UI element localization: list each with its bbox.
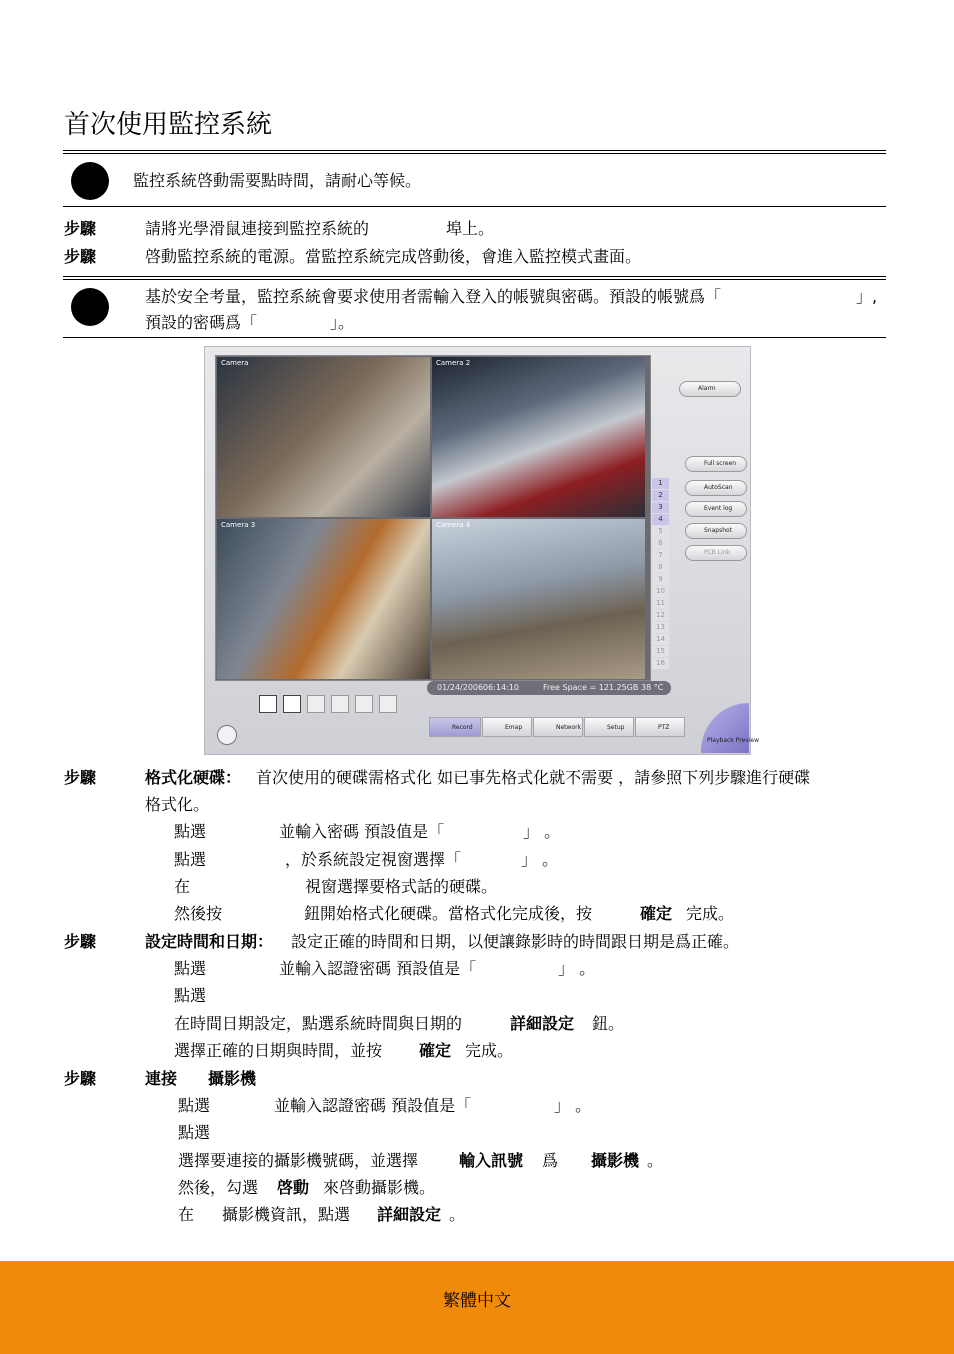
channel-button[interactable]: 11 [652,598,669,609]
layout-buttons [257,695,397,713]
step-text: 請將光學滑鼠連接到監控系統的 [145,219,370,238]
status-free-space: Free Space = 121.25GB [543,683,639,692]
step-text: 設定正確的時間和日期，以便讓錄影時的時間跟日期是爲正確。 [291,932,740,951]
substep-text: 鈕開始格式化硬碟。當格式化完成後，按 [304,904,593,923]
layout-16-icon[interactable] [331,695,349,713]
substep-text: 選擇要連接的攝影機號碼，並選擇 [178,1151,419,1170]
substep-text: 並輸入認證密碼 預設值是「 [279,959,477,978]
substep-text: 爲 [542,1151,559,1170]
substep-text: 選擇正確的日期與時間，並按 [174,1041,383,1060]
camera-view-1 [217,357,430,517]
full-screen-button[interactable]: Full screen [685,456,747,472]
substep-text: 」 。 [554,1096,592,1115]
divider [63,150,886,151]
substep-text: 並輸入認證密碼 預設值是「 [274,1096,472,1115]
channel-button[interactable]: 13 [652,622,669,633]
substep-bold: 詳細設定 [510,1014,575,1033]
substep-text: 點選 [174,959,207,978]
substep-text: 然後，勾選 [178,1178,259,1197]
step-text: 首次使用的硬碟需格式化 如已事先格式化就不需要 ，請參照下列步驟進行硬碟 [256,768,811,787]
substep-text: 然後按 [174,904,223,923]
substep-text: 來啓動攝影機。 [323,1178,436,1197]
layout-custom-icon[interactable] [379,695,397,713]
substep-bold: 確定 [640,904,673,923]
step-label: 步驟 [64,219,97,238]
substep-text: 」 。 [521,850,559,869]
substep-text: 。 [449,1205,466,1224]
note-text: 預設的密碼爲「 [145,313,258,332]
substep-bold: 輸入訊號 [459,1151,524,1170]
camera-label: Camera 2 [436,359,471,367]
channel-button[interactable]: 6 [652,538,669,549]
step-heading: 連接 [145,1069,178,1088]
substep-text: 在 [174,877,191,896]
substep-bold: 確定 [419,1041,452,1060]
playback-preview-button[interactable] [701,703,760,753]
substep-text: 在 [178,1205,195,1224]
snapshot-button[interactable]: Snapshot [685,523,747,539]
page-title: 首次使用監控系統 [64,110,273,140]
emap-button[interactable]: Emap [482,717,532,737]
step-text: 啓動監控系統的電源。當監控系統完成啓動後，會進入監控模式畫面。 [145,247,642,266]
step-label: 步驟 [64,932,97,951]
pcb-link-button[interactable]: PCB Link [685,545,747,561]
substep-bold: 攝影機 [591,1151,640,1170]
note-bullet-icon [71,288,109,326]
substep-bold: 啓動 [277,1178,310,1197]
alarm-button[interactable]: Alarm [679,381,741,397]
substep-text: 在時間日期設定，點選系統時間與日期的 [174,1014,463,1033]
channel-button[interactable]: 5 [652,526,669,537]
channel-button[interactable]: 1 [652,478,669,489]
layout-9-icon[interactable] [307,695,325,713]
substep-text: 完成。 [465,1041,514,1060]
channel-button[interactable]: 10 [652,586,669,597]
divider [63,206,886,207]
note-text: 監控系統啓動需要點時間，請耐心等候。 [133,171,422,190]
note-bullet-icon [71,162,109,200]
camera-label: Camera 3 [221,521,256,529]
step-label: 步驟 [64,247,97,266]
ptz-button[interactable]: PTZ [635,717,685,737]
camera-view-4 [432,519,645,679]
status-bar [427,681,671,695]
footer-language-label: 繁體中文 [443,1291,511,1311]
substep-text: 完成。 [686,904,735,923]
step-heading: 攝影機 [208,1069,257,1088]
substep-text: 攝影機資訊，點選 [222,1205,351,1224]
step-heading: 格式化硬碟： [145,768,242,787]
divider [63,153,886,154]
channel-button[interactable]: 7 [652,550,669,561]
status-time: 06:14:10 [483,683,519,692]
substep-text: 鈕。 [592,1014,625,1033]
note-text: 」, [856,287,878,306]
channel-button[interactable]: 14 [652,634,669,645]
autoscan-button[interactable]: AutoScan [685,480,747,496]
note-text: 基於安全考量，監控系統會要求使用者需輸入登入的帳號與密碼。預設的帳號爲「 [145,287,722,306]
power-icon[interactable] [217,725,237,745]
step-text-tail: 埠上。 [446,219,495,238]
substep-text: ，於系統設定視窗選擇「 [285,850,462,869]
camera-view-2 [432,357,645,517]
channel-button[interactable]: 16 [652,658,669,669]
camera-label: Camera 4 [436,521,471,529]
substep-text: 視窗選擇要格式話的硬碟。 [305,877,498,896]
dvr-screenshot [204,346,760,755]
channel-button[interactable]: 4 [652,514,669,525]
substep-text: 點選 [178,1096,211,1115]
substep-text: 點選 [174,986,207,1005]
step-label: 步驟 [64,1069,97,1088]
status-temperature: 38 °C [641,683,664,692]
channel-button[interactable]: 2 [652,490,669,501]
substep-text: 」 。 [558,959,596,978]
step-heading: 設定時間和日期： [145,932,274,951]
event-log-button[interactable]: Event log [685,501,747,517]
substep-text: 點選 [178,1123,211,1142]
substep-text: 」 。 [523,822,561,841]
preview-label: Playback Preview [707,737,760,744]
camera-label: Camera [221,359,249,367]
layout-1-icon[interactable] [259,695,277,713]
layout-pip-icon[interactable] [355,695,373,713]
substep-bold: 詳細設定 [377,1205,442,1224]
network-button[interactable]: Network [533,717,583,737]
channel-button[interactable]: 8 [652,562,669,573]
substep-text: 點選 [174,850,207,869]
camera-grid [215,355,651,681]
setup-button[interactable]: Setup [584,717,634,737]
channel-button[interactable]: 12 [652,610,669,621]
channel-button[interactable]: 9 [652,574,669,585]
record-button[interactable]: Record [429,717,481,737]
footer-bar [0,1261,954,1354]
step-label: 步驟 [64,768,97,787]
channel-button[interactable]: 3 [652,502,669,513]
substep-text: 。 [647,1151,664,1170]
channel-button[interactable]: 15 [652,646,669,657]
step-text: 格式化。 [145,795,210,814]
divider [63,279,886,280]
note-text: 」。 [330,313,355,332]
status-date: 01/24/2006 [437,683,484,692]
layout-4-icon[interactable] [283,695,301,713]
divider [63,276,886,277]
divider [63,337,886,338]
camera-view-3 [217,519,430,679]
substep-text: 並輸入密碼 預設值是「 [279,822,445,841]
substep-text: 點選 [174,822,207,841]
